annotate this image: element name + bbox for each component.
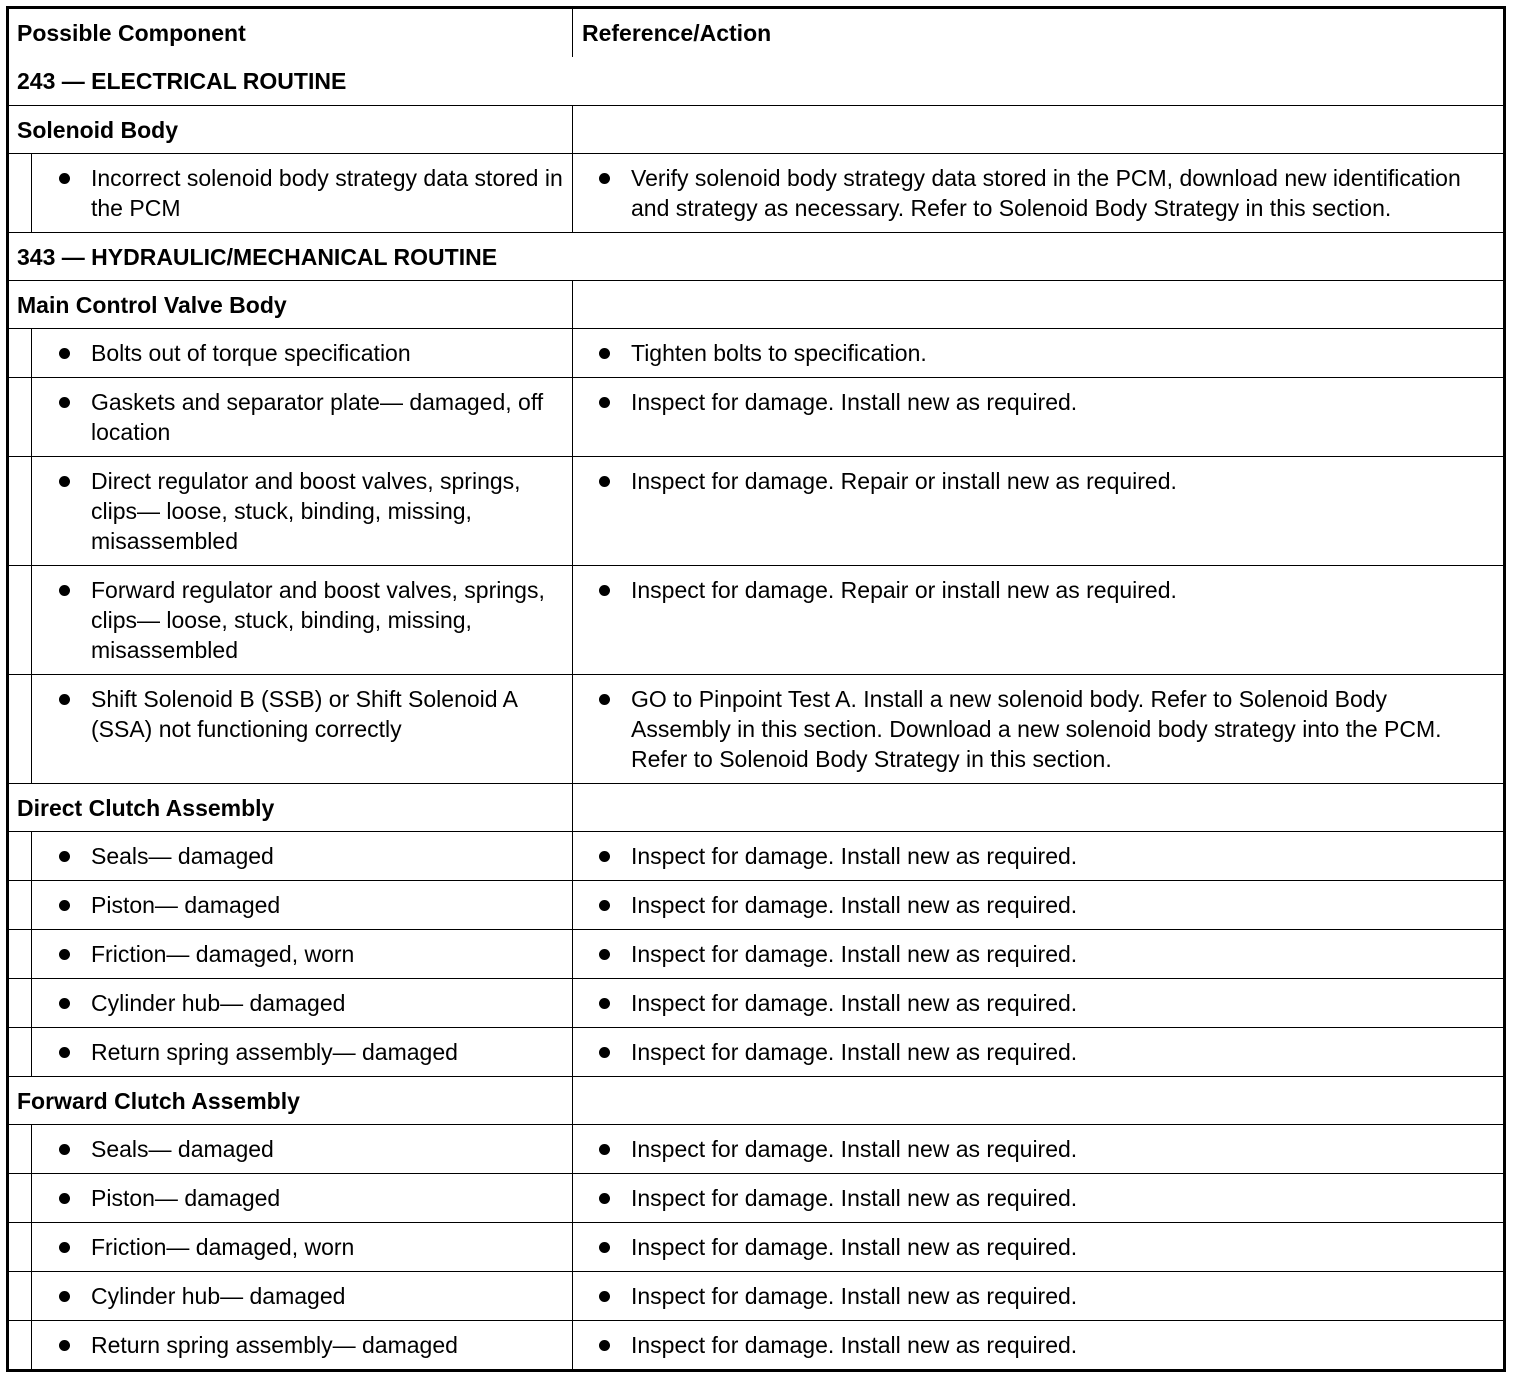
table-row [9,328,1503,377]
bullet-icon [59,851,70,862]
component-text: Forward regulator and boost valves, springs, clips— loose, stuck, binding, missing, misassembled [91,577,545,663]
bullet-icon [599,949,610,960]
bullet-icon [59,1047,70,1058]
action-text: Inspect for damage. Repair or install new as required. [631,468,1177,494]
bullet-icon [59,1242,70,1253]
group-title: Direct Clutch Assembly [17,795,275,821]
table-row [9,1124,1503,1173]
table-row [9,880,1503,929]
bullet-icon [599,585,610,596]
group-title: Forward Clutch Assembly [17,1088,300,1114]
bullet-icon [59,900,70,911]
component-text: Return spring assembly— damaged [91,1332,458,1358]
action-text: Inspect for damage. Install new as required. [631,892,1078,918]
table-row [9,1173,1503,1222]
action-text: Tighten bolts to specification. [631,340,927,366]
group-title: Main Control Valve Body [17,292,287,318]
group-row [9,105,1503,153]
group-row [9,280,1503,328]
bullet-icon [59,1144,70,1155]
component-text: Piston— damaged [91,892,281,918]
bullet-icon [599,1047,610,1058]
component-text: Seals— damaged [91,1136,274,1162]
action-text: Inspect for damage. Install new as required. [631,1332,1078,1358]
component-text: Direct regulator and boost valves, springs, clips— loose, stuck, binding, missing, misassembled [91,468,521,554]
action-text: Inspect for damage. Install new as required. [631,843,1078,869]
bullet-icon [59,476,70,487]
component-text: Shift Solenoid B (SSB) or Shift Solenoid A (SSA) not functioning correctly [91,686,517,742]
bullet-icon [599,998,610,1009]
bullet-icon [599,1193,610,1204]
bullet-icon [59,1291,70,1302]
bullet-icon [599,397,610,408]
table-row [9,978,1503,1027]
bullet-icon [59,397,70,408]
table-row [9,831,1503,880]
bullet-icon [599,851,610,862]
action-text: Inspect for damage. Install new as required. [631,1283,1078,1309]
table-row [9,1271,1503,1320]
table-row [9,1320,1503,1369]
component-text: Seals— damaged [91,843,274,869]
action-text: Inspect for damage. Install new as required. [631,1234,1078,1260]
bullet-icon [599,476,610,487]
table-row [9,456,1503,565]
action-text: Inspect for damage. Install new as required. [631,1136,1078,1162]
action-text: Inspect for damage. Install new as required. [631,990,1078,1016]
bullet-icon [59,1340,70,1351]
action-text: GO to Pinpoint Test A. Install a new solenoid body. Refer to Solenoid Body Assembly in this section. Download a new solenoid body strategy into the PCM. Refer to Solenoid Body Strategy in this section. [631,686,1442,772]
bullet-icon [59,694,70,705]
column-header-action: Reference/Action [582,20,772,46]
section-title: 343 — HYDRAULIC/MECHANICAL ROUTINE [17,244,498,270]
component-text: Incorrect solenoid body strategy data stored in the PCM [91,165,563,221]
section-row [9,232,1503,280]
diagnosis-table [6,6,1506,1372]
component-text: Friction— damaged, worn [91,941,355,967]
table-row [9,1222,1503,1271]
table-header-row [9,9,1503,57]
table-row [9,929,1503,978]
bullet-icon [599,694,610,705]
bullet-icon [599,1242,610,1253]
component-text: Piston— damaged [91,1185,281,1211]
table-row [9,565,1503,674]
group-row [9,783,1503,831]
bullet-icon [59,585,70,596]
bullet-icon [59,1193,70,1204]
bullet-icon [599,900,610,911]
table-row [9,674,1503,783]
action-text: Inspect for damage. Install new as required. [631,1185,1078,1211]
action-text: Inspect for damage. Install new as required. [631,941,1078,967]
table-row [9,153,1503,232]
section-title: 243 — ELECTRICAL ROUTINE [17,68,347,94]
component-text: Bolts out of torque specification [91,340,411,366]
action-text: Inspect for damage. Install new as required. [631,1039,1078,1065]
component-text: Friction— damaged, worn [91,1234,355,1260]
group-title: Solenoid Body [17,117,178,143]
bullet-icon [599,348,610,359]
component-text: Cylinder hub— damaged [91,1283,346,1309]
bullet-icon [59,348,70,359]
column-header-component: Possible Component [17,20,246,46]
section-row [9,57,1503,105]
table-row [9,1027,1503,1076]
bullet-icon [599,1144,610,1155]
bullet-icon [59,998,70,1009]
bullet-icon [599,1291,610,1302]
component-text: Cylinder hub— damaged [91,990,346,1016]
group-row [9,1076,1503,1124]
table-row [9,377,1503,456]
action-text: Verify solenoid body strategy data stored in the PCM, download new identification and strategy as necessary. Refer to Solenoid Body Strategy in this section. [631,165,1461,221]
bullet-icon [59,173,70,184]
bullet-icon [599,173,610,184]
action-text: Inspect for damage. Repair or install new as required. [631,577,1177,603]
bullet-icon [59,949,70,960]
component-text: Gaskets and separator plate— damaged, off location [91,389,544,445]
component-text: Return spring assembly— damaged [91,1039,458,1065]
action-text: Inspect for damage. Install new as required. [631,389,1078,415]
bullet-icon [599,1340,610,1351]
